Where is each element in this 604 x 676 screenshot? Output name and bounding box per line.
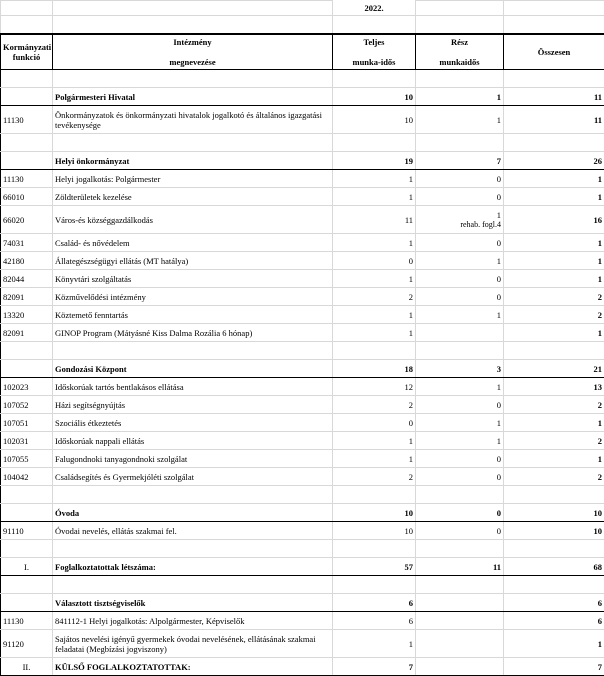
table-row: [1, 612, 604, 630]
cell-name: Szociális étkeztetés: [53, 414, 333, 432]
cell-part-time: [416, 612, 504, 630]
empty-cell: [333, 486, 416, 504]
cell-full-time: 1: [333, 170, 416, 188]
cell-name: Önkormányzatok és önkormányzati hivatalok jogalkotó és általános igazgatási tevékenysége: [53, 106, 333, 134]
cell-part-time: 0: [416, 270, 504, 288]
cell-total: 1: [504, 450, 604, 468]
cell-full-time: 1: [333, 306, 416, 324]
cell-part-time: [416, 594, 504, 612]
cell-full-time: 1: [333, 450, 416, 468]
cell-part-time: 0: [416, 468, 504, 486]
section-row: [1, 504, 604, 522]
cell-code: 102023: [1, 378, 53, 396]
empty-cell: [504, 576, 604, 594]
table-row: [1, 188, 604, 206]
cell-code: [1, 88, 53, 106]
cell-part-time: [416, 630, 504, 658]
empty-cell: [53, 576, 333, 594]
empty-cell: [1, 342, 53, 360]
cell-full-time: 57: [333, 558, 416, 576]
cell-name: Köztemető fenntartás: [53, 306, 333, 324]
cell-code: 13320: [1, 306, 53, 324]
cell-part-time: 11: [416, 558, 504, 576]
empty-cell: [504, 342, 604, 360]
spacer-row: [1, 70, 604, 88]
cell-full-time: 18: [333, 360, 416, 378]
cell-name: Választott tisztségviselők: [53, 594, 333, 612]
cell-full-time: 12: [333, 378, 416, 396]
table-row: [1, 630, 604, 658]
cell-total: 1: [504, 252, 604, 270]
cell-full-time: 7: [333, 658, 416, 676]
cell-total: 1: [504, 170, 604, 188]
header-name: Intézmény megnevezése: [53, 34, 333, 70]
cell-code: 11130: [1, 170, 53, 188]
cell-total: 11: [504, 88, 604, 106]
cell-total: 21: [504, 360, 604, 378]
cell-part-time: 0: [416, 504, 504, 522]
cell-code: [1, 152, 53, 170]
table-row: [1, 522, 604, 540]
section-row: [1, 360, 604, 378]
empty-cell: [504, 70, 604, 88]
table-row: [1, 468, 604, 486]
empty-cell: [416, 70, 504, 88]
empty-cell: [1, 540, 53, 558]
table-row: [1, 324, 604, 342]
cell-total: 7: [504, 658, 604, 676]
cell-full-time: 0: [333, 414, 416, 432]
cell-full-time: 11: [333, 206, 416, 234]
cell-code: 66010: [1, 188, 53, 206]
cell-code: [1, 360, 53, 378]
empty-cell: [1, 576, 53, 594]
empty-cell: [333, 540, 416, 558]
cell-code: 11130: [1, 612, 53, 630]
cell-total: 16: [504, 206, 604, 234]
empty-cell: [504, 486, 604, 504]
cell-code: [1, 594, 53, 612]
empty-cell: [53, 486, 333, 504]
cell-total: 2: [504, 468, 604, 486]
cell-total: 1: [504, 630, 604, 658]
empty-cell: [416, 486, 504, 504]
cell-code: 66020: [1, 206, 53, 234]
cell-part-time: [416, 206, 504, 234]
cell-name: Időskorúak tartós bentlakásos ellátása: [53, 378, 333, 396]
header-code: Kormányzati funkció: [1, 34, 53, 70]
year-title: 2022.: [333, 1, 416, 16]
spacer-row: [1, 342, 604, 360]
empty-cell: [333, 134, 416, 152]
table-row: [1, 206, 604, 234]
table-row: [1, 234, 604, 252]
table-row: [1, 396, 604, 414]
cell-total: 2: [504, 288, 604, 306]
spacer-row: [1, 540, 604, 558]
cell-total: 10: [504, 504, 604, 522]
part-time-value: 1: [418, 210, 501, 220]
cell-total: 10: [504, 522, 604, 540]
cell-total: 26: [504, 152, 604, 170]
empty-cell: [416, 576, 504, 594]
cell-code: 42180: [1, 252, 53, 270]
cell-full-time: 6: [333, 594, 416, 612]
cell-name: Sajátos nevelési igényű gyermekek óvodai nevelésének, ellátásának szakmai feladatai (Megbízási jogviszony): [53, 630, 333, 658]
cell-code: 82091: [1, 288, 53, 306]
cell-part-time: 0: [416, 170, 504, 188]
cell-part-time: 1: [416, 378, 504, 396]
cell-total: 11: [504, 106, 604, 134]
table-row: [1, 378, 604, 396]
cell-full-time: 10: [333, 504, 416, 522]
cell-part-time: 1: [416, 106, 504, 134]
cell-name: Óvodai nevelés, ellátás szakmai fel.: [53, 522, 333, 540]
cell-total: 1: [504, 324, 604, 342]
cell-full-time: 1: [333, 188, 416, 206]
cell-name: Helyi jogalkotás: Polgármester: [53, 170, 333, 188]
cell-code: 11130: [1, 106, 53, 134]
cell-code: 107055: [1, 450, 53, 468]
empty-cell: [53, 342, 333, 360]
cell-part-time: 0: [416, 234, 504, 252]
cell-name: Polgármesteri Hivatal: [53, 88, 333, 106]
cell-name: Foglalkoztatottak létszáma:: [53, 558, 333, 576]
cell-total: 1: [504, 270, 604, 288]
spacer-row: [1, 486, 604, 504]
empty-cell: [504, 540, 604, 558]
empty-cell: [53, 70, 333, 88]
table-row: [1, 252, 604, 270]
cell-part-time: 0: [416, 450, 504, 468]
cell-full-time: 1: [333, 324, 416, 342]
cell-name: Óvoda: [53, 504, 333, 522]
empty-cell: [333, 342, 416, 360]
cell-code: 82044: [1, 270, 53, 288]
cell-full-time: 10: [333, 88, 416, 106]
cell-total: 6: [504, 612, 604, 630]
table-row: [1, 106, 604, 134]
empty-cell: [53, 540, 333, 558]
cell-full-time: 2: [333, 468, 416, 486]
cell-total: 2: [504, 306, 604, 324]
cell-total: 6: [504, 594, 604, 612]
table-row: [1, 170, 604, 188]
empty-cell: [416, 540, 504, 558]
cell-full-time: 19: [333, 152, 416, 170]
cell-name: Állategészségügyi ellátás (MT hatálya): [53, 252, 333, 270]
cell-part-time: 7: [416, 152, 504, 170]
cell-full-time: 0: [333, 252, 416, 270]
cell-total: 1: [504, 234, 604, 252]
cell-code: 102031: [1, 432, 53, 450]
cell-full-time: 1: [333, 270, 416, 288]
cell-total: 1: [504, 414, 604, 432]
table-row: [1, 288, 604, 306]
cell-code: [1, 504, 53, 522]
header-part-time: Rész munkaidős: [416, 34, 504, 70]
section-row: [1, 658, 604, 676]
table-row: [1, 270, 604, 288]
cell-full-time: 2: [333, 288, 416, 306]
cell-full-time: 10: [333, 106, 416, 134]
cell-code: II.: [1, 658, 53, 676]
cell-full-time: 2: [333, 396, 416, 414]
cell-name: Időskorúak nappali ellátás: [53, 432, 333, 450]
cell-part-time: 1: [416, 306, 504, 324]
cell-total: 1: [504, 188, 604, 206]
cell-name: KÜLSŐ FOGLALKOZTATOTTAK:: [53, 658, 333, 676]
cell-part-time: 1: [416, 432, 504, 450]
empty-cell: [1, 70, 53, 88]
part-time-note: rehab. fogl.4: [418, 220, 501, 230]
cell-part-time: 3: [416, 360, 504, 378]
cell-part-time: [416, 324, 504, 342]
table-body: [1, 70, 604, 676]
cell-name: Helyi önkormányzat: [53, 152, 333, 170]
cell-name: Város-és községgazdálkodás: [53, 206, 333, 234]
section-row: [1, 88, 604, 106]
cell-name: Falugondnoki tanyagondnoki szolgálat: [53, 450, 333, 468]
cell-full-time: 10: [333, 522, 416, 540]
cell-code: 74031: [1, 234, 53, 252]
cell-part-time: 1: [416, 88, 504, 106]
cell-part-time: 0: [416, 288, 504, 306]
cell-part-time: 0: [416, 188, 504, 206]
cell-code: 91110: [1, 522, 53, 540]
cell-code: 107051: [1, 414, 53, 432]
cell-code: 91120: [1, 630, 53, 658]
cell-full-time: 1: [333, 234, 416, 252]
cell-name: 841112-1 Helyi jogalkotás: Alpolgármester, Képviselők: [53, 612, 333, 630]
cell-full-time: 6: [333, 612, 416, 630]
empty-cell: [53, 134, 333, 152]
cell-code: 82091: [1, 324, 53, 342]
cell-name: Családsegítés és Gyermekjóléti szolgálat: [53, 468, 333, 486]
cell-total: 2: [504, 432, 604, 450]
section-row: [1, 152, 604, 170]
spacer-row: [1, 576, 604, 594]
table-row: [1, 432, 604, 450]
cell-part-time: 1: [416, 252, 504, 270]
table-row: [1, 450, 604, 468]
empty-cell: [1, 486, 53, 504]
cell-name: GINOP Program (Mátyásné Kiss Dalma Rozália 6 hónap): [53, 324, 333, 342]
section-row: [1, 558, 604, 576]
empty-cell: [416, 134, 504, 152]
header-total: Összesen: [504, 34, 604, 70]
table-row: [1, 306, 604, 324]
empty-cell: [504, 134, 604, 152]
cell-code: 104042: [1, 468, 53, 486]
cell-full-time: 1: [333, 630, 416, 658]
empty-cell: [333, 70, 416, 88]
empty-cell: [333, 576, 416, 594]
cell-code: I.: [1, 558, 53, 576]
header-full-time: Teljes munka-idős: [333, 34, 416, 70]
cell-name: Gondozási Központ: [53, 360, 333, 378]
cell-total: 13: [504, 378, 604, 396]
cell-full-time: 1: [333, 432, 416, 450]
cell-name: Házi segítségnyújtás: [53, 396, 333, 414]
cell-name: Közművelődési intézmény: [53, 288, 333, 306]
cell-total: 68: [504, 558, 604, 576]
cell-part-time: 0: [416, 522, 504, 540]
table-row: [1, 414, 604, 432]
empty-cell: [1, 134, 53, 152]
cell-total: 2: [504, 396, 604, 414]
cell-part-time: [416, 658, 504, 676]
empty-cell: [416, 342, 504, 360]
cell-name: Zöldterületek kezelése: [53, 188, 333, 206]
cell-code: 107052: [1, 396, 53, 414]
cell-name: Család- és nővédelem: [53, 234, 333, 252]
section-row: [1, 594, 604, 612]
cell-part-time: 1: [416, 414, 504, 432]
cell-name: Könyvtári szolgáltatás: [53, 270, 333, 288]
cell-part-time: 0: [416, 396, 504, 414]
spacer-row: [1, 134, 604, 152]
